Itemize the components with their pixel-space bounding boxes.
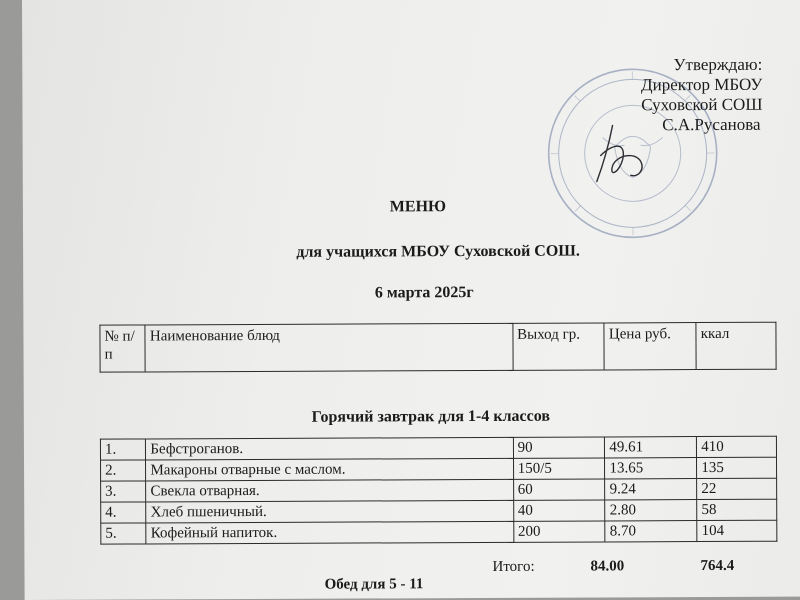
header-cell-name: Наименование блюд	[145, 323, 512, 372]
row-output: 150/5	[513, 458, 605, 479]
next-section-title: Обед для 5 - 11	[325, 576, 424, 593]
row-price: 9.24	[605, 479, 697, 500]
row-output: 60	[513, 479, 605, 500]
row-price: 13.65	[605, 458, 697, 479]
menu-header-table	[99, 322, 776, 373]
menu-title: МЕНЮ	[23, 197, 800, 218]
table-row	[101, 499, 777, 523]
header-cell-output: Выход гр.	[513, 323, 605, 370]
header-cell-num: № п/п	[100, 325, 146, 372]
row-kcal: 135	[697, 457, 777, 478]
approval-signer: С.А.Русанова	[641, 115, 760, 136]
row-output: 40	[513, 500, 605, 521]
row-num: 3.	[101, 481, 146, 502]
table-row	[100, 436, 776, 460]
header-cell-kcal: ккал	[696, 322, 776, 369]
total-price: 84.00	[590, 558, 624, 574]
document-page	[22, 0, 800, 600]
row-kcal: 410	[697, 436, 777, 457]
menu-date: 6 марта 2025г	[29, 283, 800, 304]
row-price: 2.80	[605, 500, 697, 521]
table-row	[101, 520, 777, 544]
approval-line: Утверждаю:	[641, 55, 762, 76]
row-kcal: 104	[697, 520, 777, 541]
row-dish: Бефстроганов.	[146, 437, 513, 460]
row-num: 2.	[101, 460, 146, 481]
row-num: 5.	[101, 523, 146, 544]
row-dish: Хлеб пшеничный.	[146, 500, 513, 523]
table-row	[101, 478, 777, 502]
approval-line: Суховской СОШ	[641, 95, 762, 116]
header-cell-price: Цена руб.	[604, 323, 696, 370]
row-kcal: 22	[697, 478, 777, 499]
total-label: Итого:	[492, 559, 534, 576]
row-dish: Свекла отварная.	[146, 479, 513, 502]
row-output: 200	[513, 521, 605, 542]
header-row	[100, 322, 776, 372]
row-price: 8.70	[605, 521, 697, 542]
table-row	[101, 457, 777, 481]
menu-items-table	[100, 436, 777, 545]
row-dish: Макароны отварные с маслом.	[146, 458, 513, 481]
row-kcal: 58	[697, 499, 777, 520]
row-num: 1.	[100, 439, 145, 460]
total-kcal: 764.4	[700, 558, 734, 574]
row-dish: Кофейный напиток.	[146, 521, 513, 544]
row-output: 90	[513, 437, 605, 458]
row-num: 4.	[101, 502, 146, 523]
row-price: 49.61	[605, 437, 697, 458]
menu-subtitle: для учащихся МБОУ Суховской СОШ.	[43, 241, 800, 262]
section-title: Горячий завтрак для 1-4 классов	[36, 406, 800, 427]
approval-block	[641, 55, 763, 136]
approval-line: Директор МБОУ	[641, 75, 762, 96]
